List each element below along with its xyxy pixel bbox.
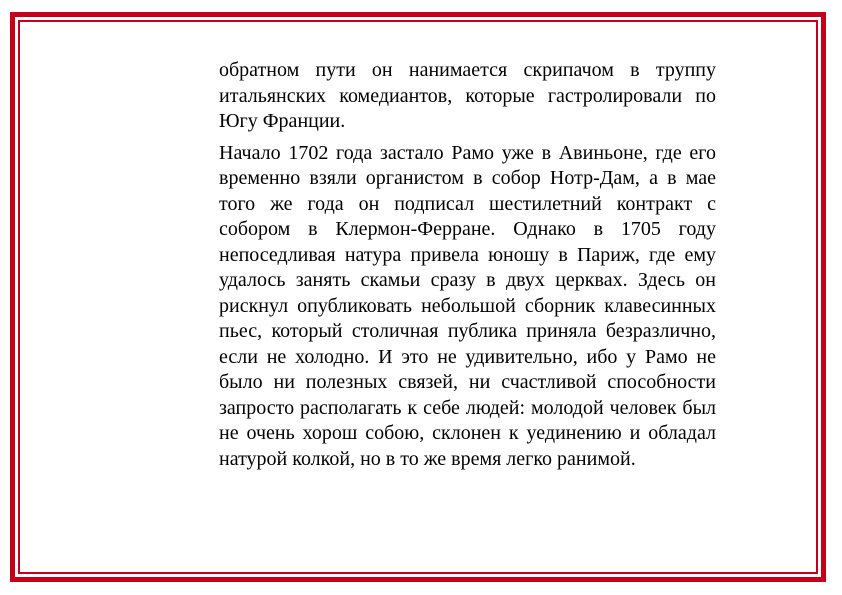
paragraph-2: Начало 1702 года застало Рамо уже в Авиньоне, где его временно взяли органистом в собор Нотр-Дам, а в мае того же года он подписал шестилетний контракт с собором в Клермон-Ферране. Однако в 1705 году непоседливая натура привела юношу в Париж, где ему удалось занять скамьи сразу в двух церквах. Здесь он рискнул опубликовать небольшой сборник клавесинных пьес, который столичная публика приняла безразлично, если не холодно. И это не удивительно, ибо у Рамо не было ни полезных связей, ни счастливой способности запросто располагать к себе людей: молодой человек был не очень хорош собою, склонен к уединению и обладал натурой колкой, но в то же время легко ранимой. bbox=[219, 141, 716, 470]
slide-text-block bbox=[219, 58, 716, 478]
paragraph-1: обратном пути он нанимается скрипачом в труппу итальянских комедиантов, которые гастролировали по Югу Франции. bbox=[219, 59, 716, 132]
